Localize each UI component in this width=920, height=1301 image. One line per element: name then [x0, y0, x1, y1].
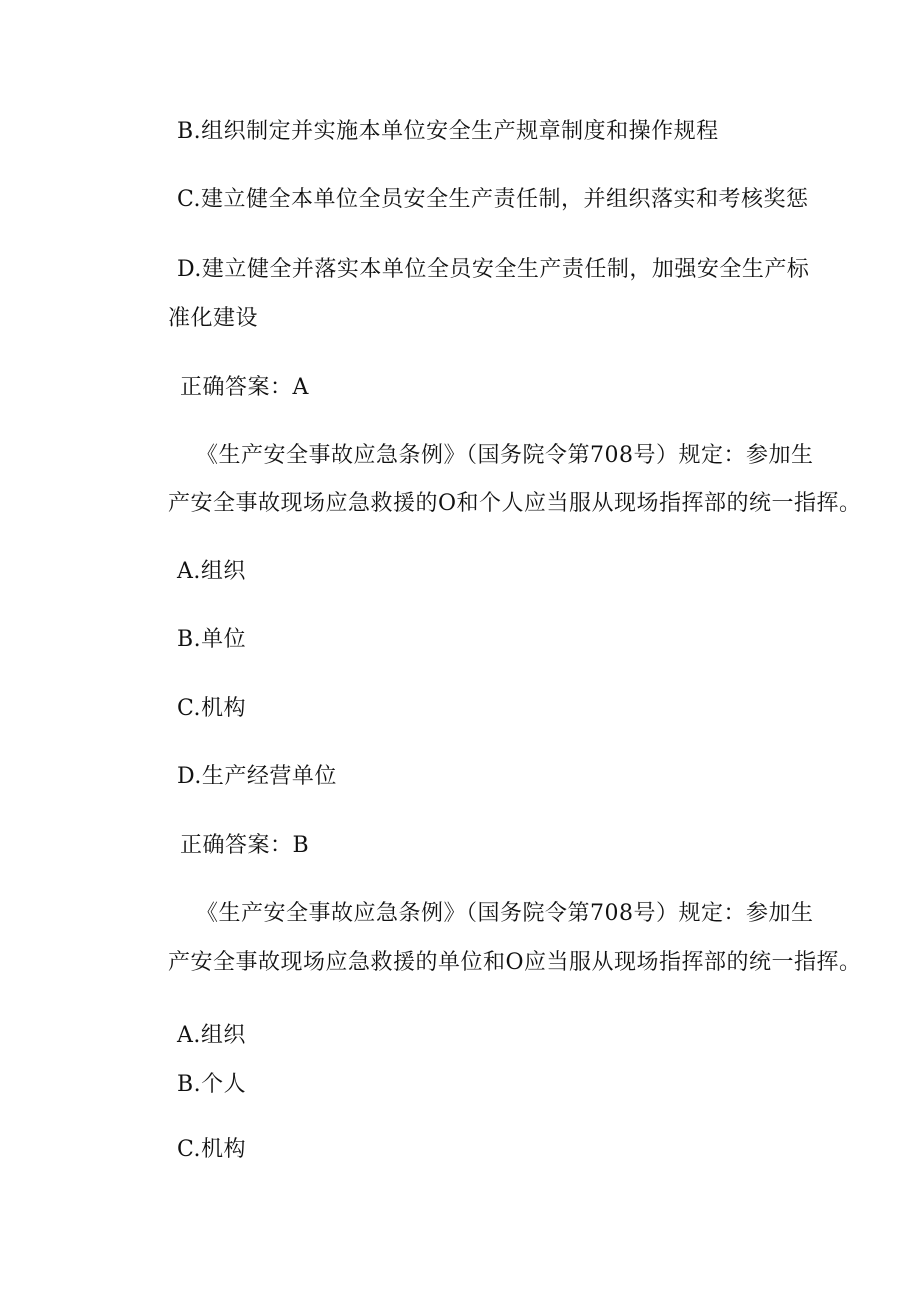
- question-text: 《生产安全事故应急条例》（国务院令第708号）规定：参加生: [196, 901, 814, 926]
- option-a: A.组织: [177, 1023, 246, 1048]
- question-text-continuation: 产安全事故现场应急救援的O和个人应当服从现场指挥部的统一指挥。: [168, 491, 862, 516]
- correct-answer: 正确答案：B: [180, 833, 310, 858]
- option-b: B.个人: [177, 1072, 247, 1097]
- option-a: A.组织: [177, 559, 246, 584]
- question-text-continuation: 产安全事故现场应急救援的单位和O应当服从现场指挥部的统一指挥。: [168, 950, 862, 975]
- correct-answer: 正确答案：A: [180, 375, 309, 400]
- option-d-continuation: 准化建设: [168, 306, 259, 331]
- option-c: C.机构: [177, 1137, 247, 1162]
- option-b: B.组织制定并实施本单位安全生产规章制度和操作规程: [177, 119, 719, 144]
- option-d: D.生产经营单位: [177, 764, 337, 789]
- option-c: C.机构: [177, 696, 247, 721]
- option-c: C.建立健全本单位全员安全生产责任制，并组织落实和考核奖惩: [177, 187, 809, 212]
- option-d: D.建立健全并落实本单位全员安全生产责任制，加强安全生产标: [177, 257, 810, 282]
- option-b: B.单位: [177, 627, 247, 652]
- question-text: 《生产安全事故应急条例》（国务院令第708号）规定：参加生: [196, 443, 814, 468]
